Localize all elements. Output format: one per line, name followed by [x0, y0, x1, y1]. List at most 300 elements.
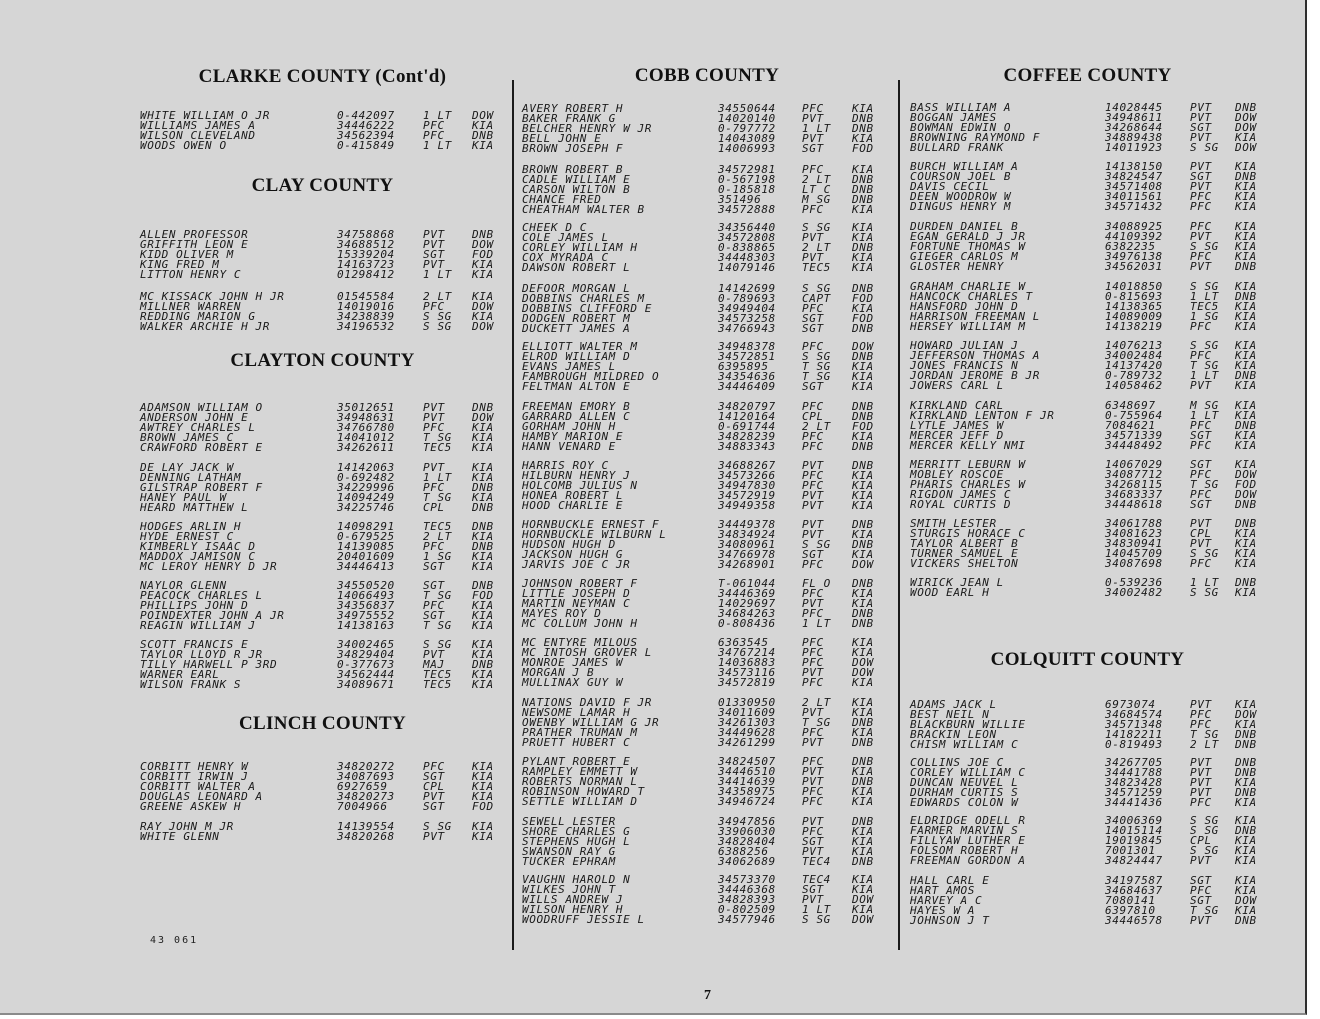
serial-number: 14139085 — [337, 539, 395, 553]
status-code: DNB — [852, 854, 874, 868]
status-code: DNB — [1235, 169, 1257, 183]
serial-number: 34446222 — [337, 118, 395, 132]
rank: PFC — [423, 598, 445, 612]
status-code: FOD — [472, 799, 494, 813]
serial-number: 0-442097 — [337, 109, 395, 122]
serial-number: 34571408 — [1105, 179, 1163, 193]
serial-number: 0-185818 — [718, 182, 776, 196]
casualty-name: ELLIOTT WALTER M — [522, 340, 638, 353]
serial-number: 34088925 — [1105, 220, 1163, 233]
casualty-name: DOBBINS CLIFFORD E — [522, 301, 653, 315]
status-code: KIA — [472, 490, 494, 504]
rank: 1 LT — [423, 267, 452, 281]
status-code: DNB — [852, 606, 874, 620]
serial-number: 34823428 — [1105, 775, 1163, 789]
rank: PFC — [802, 163, 824, 176]
status-code: KIA — [472, 461, 494, 474]
casualty-row — [910, 556, 1265, 570]
rank: PFC — [802, 755, 824, 768]
status-code: KIA — [852, 468, 874, 482]
serial-number: 34061788 — [1105, 517, 1163, 530]
rank: PVT — [802, 131, 824, 145]
rank: SGT — [802, 311, 824, 325]
serial-number: 34356837 — [337, 598, 395, 612]
serial-number: 34824447 — [1105, 853, 1163, 867]
rank: S SG — [1190, 280, 1219, 293]
status-code: KIA — [852, 794, 874, 808]
serial-number: 14142063 — [337, 461, 395, 474]
casualty-name: GREENE ASKEW H — [140, 799, 242, 813]
rank: PVT — [802, 892, 824, 906]
serial-number: 34820797 — [718, 400, 776, 413]
casualty-name: SCOTT FRANCIS E — [140, 638, 249, 651]
casualty-name: HORNBUCKLE ERNEST F — [522, 518, 660, 531]
status-code: KIA — [1235, 903, 1257, 917]
casualty-name: WILKES JOHN T — [522, 882, 616, 896]
casualty-group — [140, 762, 505, 811]
serial-number: 6973074 — [1105, 698, 1156, 711]
rank: PVT — [1190, 110, 1212, 124]
casualty-name: STEPHENS HUGH L — [522, 834, 631, 848]
casualty-name: TAYLOR ALBERT B — [910, 536, 1019, 550]
rank: PFC — [1190, 438, 1212, 452]
rank: 1 LT — [802, 616, 831, 630]
casualty-row — [522, 321, 892, 335]
serial-number: 0-838865 — [718, 240, 776, 254]
status-code: DNB — [852, 282, 874, 295]
casualty-name: GRAHAM CHARLIE W — [910, 280, 1026, 293]
status-code: KIA — [1235, 179, 1257, 193]
casualty-row — [910, 140, 1265, 154]
county-heading: COBB COUNTY — [634, 65, 780, 86]
rank: PFC — [1190, 199, 1212, 213]
status-code: KIA — [852, 202, 874, 216]
casualty-name: HUDSON HUGH D — [522, 537, 616, 551]
rank: 1 LT — [423, 138, 452, 152]
status-code: DNB — [852, 774, 874, 788]
rank: SGT — [423, 769, 445, 783]
serial-number: 14029697 — [718, 596, 776, 610]
serial-number: 34002465 — [337, 638, 395, 651]
status-code: DNB — [852, 192, 874, 206]
serial-number: 14019016 — [337, 299, 395, 313]
casualty-name: BROWNING RAYMOND F — [910, 130, 1041, 144]
serial-number: 34002482 — [1105, 585, 1163, 599]
status-code: DNB — [472, 128, 494, 142]
rank: PFC — [1190, 220, 1212, 233]
rank: TEC5 — [1190, 299, 1219, 313]
status-code: DOW — [472, 237, 494, 251]
status-code: DNB — [852, 715, 874, 729]
casualty-name: DOBBINS CHARLES M — [522, 291, 645, 305]
casualty-name: POINDEXTER JOHN A JR — [140, 608, 285, 622]
serial-number: 34828393 — [718, 892, 776, 906]
casualty-name: DINGUS HENRY M — [910, 199, 1012, 213]
rank: S SG — [1190, 140, 1219, 154]
rank: SGT — [423, 247, 445, 261]
rank: TEC5 — [802, 260, 831, 274]
status-code: KIA — [472, 470, 494, 484]
rank: FL O — [802, 577, 831, 590]
status-code: KIA — [1235, 339, 1257, 352]
rank: S SG — [423, 638, 452, 651]
serial-number: 34572808 — [718, 230, 776, 244]
rank: SGT — [802, 379, 824, 393]
status-code: DNB — [852, 439, 874, 453]
casualty-group — [140, 822, 505, 842]
status-code: DNB — [1235, 517, 1257, 530]
rank: SGT — [423, 608, 445, 622]
status-code: KIA — [472, 118, 494, 132]
rank: TEC4 — [802, 873, 831, 886]
rank: PFC — [802, 824, 824, 838]
serial-number: 14043089 — [718, 131, 776, 145]
serial-number: 14137420 — [1105, 358, 1163, 372]
serial-number: 34828404 — [718, 834, 776, 848]
serial-number: 34758868 — [337, 228, 395, 241]
serial-number: 34006369 — [1105, 814, 1163, 827]
rank: PFC — [802, 468, 824, 482]
serial-number: 19019845 — [1105, 833, 1163, 847]
rank: PFC — [423, 128, 445, 142]
casualty-name: MONROE JAMES W — [522, 655, 624, 669]
casualty-name: BOGGAN JAMES — [910, 110, 997, 124]
serial-number: 6348697 — [1105, 399, 1156, 412]
serial-number: 14045709 — [1105, 546, 1163, 560]
serial-number: 34196532 — [337, 319, 395, 333]
casualty-name: EVANS JAMES L — [522, 359, 616, 373]
status-code: KIA — [1235, 546, 1257, 560]
casualty-row — [140, 799, 505, 813]
serial-number: 34268115 — [1105, 477, 1163, 491]
status-code: DOW — [1235, 707, 1257, 721]
rank: SGT — [423, 579, 445, 592]
serial-number: 34414639 — [718, 774, 776, 788]
rank: 1 LT — [1190, 408, 1219, 422]
casualty-name: TILLY HARWELL P 3RD — [140, 657, 278, 671]
rank: 1 LT — [1190, 368, 1219, 382]
serial-number: 0-539236 — [1105, 576, 1163, 589]
status-code: KIA — [852, 369, 874, 383]
casualty-name: GORHAM JOHN H — [522, 419, 616, 433]
casualty-group — [522, 104, 892, 153]
casualty-name: HANEY PAUL W — [140, 490, 227, 504]
casualty-name: CORLEY WILLIAM C — [910, 765, 1026, 779]
status-code: KIA — [852, 675, 874, 689]
rank: 2 LT — [423, 290, 452, 303]
status-code: KIA — [472, 559, 494, 573]
casualty-name: HORNBUCKLE WILBURN L — [522, 527, 667, 541]
serial-number: 0-808436 — [718, 616, 776, 630]
serial-number: 34830941 — [1105, 536, 1163, 550]
column-divider — [898, 80, 900, 950]
rank: SGT — [1190, 120, 1212, 134]
serial-number: 0-797772 — [718, 121, 776, 135]
casualty-name: GARRARD ALLEN C — [522, 409, 631, 423]
rank: PFC — [1190, 717, 1212, 731]
serial-number: 34449378 — [718, 518, 776, 531]
status-code: DNB — [852, 121, 874, 135]
status-code: KIA — [1235, 299, 1257, 313]
rank: 1 LT — [802, 902, 831, 916]
serial-number: 34562444 — [337, 667, 395, 681]
casualty-name: ROBINSON HOWARD T — [522, 784, 645, 798]
casualty-name: BELCHER HENRY W JR — [522, 121, 653, 135]
rank: T SG — [1190, 358, 1219, 372]
rank: PFC — [1190, 795, 1212, 809]
casualty-name: MADDOX JAMISON C — [140, 549, 256, 563]
rank: T SG — [423, 490, 452, 504]
serial-number: 34080961 — [718, 537, 776, 551]
casualty-name: HARVEY A C — [910, 893, 983, 907]
status-code: KIA — [1235, 428, 1257, 442]
serial-number: 34824547 — [1105, 169, 1163, 183]
casualty-name: MOBLEY ROSCOE — [910, 467, 1004, 481]
rank: PFC — [1190, 707, 1212, 721]
casualty-name: DEFOOR MORGAN L — [522, 282, 631, 295]
casualty-name: CARSON WILTON B — [522, 182, 631, 196]
casualty-name: HODGES ARLIN H — [140, 520, 242, 533]
status-code: KIA — [1235, 348, 1257, 362]
status-code: KIA — [852, 834, 874, 848]
rank: S SG — [1190, 339, 1219, 352]
county-column — [910, 0, 1265, 1000]
serial-number: 34448618 — [1105, 497, 1163, 511]
serial-number: 34683337 — [1105, 487, 1163, 501]
serial-number: 34572981 — [718, 163, 776, 176]
status-code: KIA — [852, 636, 874, 649]
serial-number: 7084621 — [1105, 418, 1156, 432]
casualty-name: VAUGHN HAROLD N — [522, 873, 631, 886]
casualty-group — [910, 222, 1265, 271]
serial-number: 14011923 — [1105, 140, 1163, 154]
rank: PFC — [1190, 249, 1212, 263]
rank: M SG — [802, 192, 831, 206]
casualty-group — [910, 282, 1265, 331]
rank: 1 LT — [1190, 576, 1219, 589]
rank: CPL — [423, 779, 445, 793]
status-code: DNB — [472, 228, 494, 241]
rank: PVT — [423, 461, 445, 474]
serial-number: 34197587 — [1105, 874, 1163, 887]
rank: 2 LT — [802, 696, 831, 709]
rank: S SG — [1190, 843, 1219, 857]
column-divider — [512, 80, 514, 950]
rank: PVT — [802, 764, 824, 778]
status-code: DOW — [472, 299, 494, 313]
serial-number: 14094249 — [337, 490, 395, 504]
casualty-name: JACKSON HUGH G — [522, 547, 624, 561]
serial-number: 34441788 — [1105, 765, 1163, 779]
casualty-group — [140, 522, 505, 571]
casualty-name: LYTLE JAMES W — [910, 418, 1004, 432]
rank: S SG — [1190, 546, 1219, 560]
casualty-group — [522, 223, 892, 272]
status-code: DNB — [852, 755, 874, 768]
status-code: KIA — [852, 725, 874, 739]
casualty-name: JOWERS CARL L — [910, 378, 1004, 392]
rank: PVT — [802, 230, 824, 244]
rank: PVT — [1190, 179, 1212, 193]
rank: S SG — [802, 349, 831, 363]
serial-number: 6363545 — [718, 636, 769, 649]
status-code: KIA — [852, 498, 874, 512]
rank: PFC — [802, 794, 824, 808]
serial-number: 0-815693 — [1105, 289, 1163, 303]
casualty-name: PHARIS CHARLES W — [910, 477, 1026, 491]
casualty-name: TURNER SAMUEL E — [910, 546, 1019, 560]
serial-number: 0-377673 — [337, 657, 395, 671]
casualty-group — [910, 700, 1265, 749]
casualty-name: BEST NEIL N — [910, 707, 990, 721]
status-code: KIA — [1235, 399, 1257, 412]
casualty-row — [140, 319, 505, 333]
rank: PVT — [423, 228, 445, 241]
casualty-name: DENNING LATHAM — [140, 470, 242, 484]
rank: SGT — [802, 141, 824, 155]
casualty-name: JOHNSON J T — [910, 913, 990, 927]
rank: SGT — [802, 321, 824, 335]
status-code: DNB — [852, 735, 874, 749]
status-code: DNB — [472, 480, 494, 494]
rank: 2 LT — [423, 529, 452, 543]
casualty-row — [140, 559, 505, 573]
serial-number: 14036883 — [718, 655, 776, 669]
serial-number: 14067029 — [1105, 458, 1163, 471]
status-code: KIA — [1235, 438, 1257, 452]
status-code: KIA — [1235, 458, 1257, 471]
serial-number: 35012651 — [337, 401, 395, 414]
casualty-group — [140, 111, 505, 151]
casualty-group — [522, 698, 892, 747]
casualty-name: GLOSTER HENRY — [910, 259, 1004, 273]
rank: T SG — [1190, 903, 1219, 917]
rank: 1 LT — [802, 121, 831, 135]
rank: PVT — [1190, 378, 1212, 392]
casualty-name: KIDD OLIVER M — [140, 247, 234, 261]
casualty-name: HOLCOMB JULIUS N — [522, 478, 638, 492]
casualty-name: WILSON HENRY H — [522, 902, 624, 916]
status-code: KIA — [1235, 874, 1257, 887]
casualty-row — [910, 199, 1265, 213]
serial-number: 0-755964 — [1105, 408, 1163, 422]
casualty-name: WILLS ANDREW J — [522, 892, 624, 906]
status-code: DNB — [472, 401, 494, 414]
status-code: KIA — [1235, 378, 1257, 392]
serial-number: 34573370 — [718, 873, 776, 886]
serial-number: 34820272 — [337, 760, 395, 773]
casualty-name: ROBERTS NORMAN L — [522, 774, 638, 788]
serial-number: 14018850 — [1105, 280, 1163, 293]
rank: SGT — [423, 559, 445, 573]
status-code: DNB — [472, 539, 494, 553]
casualty-name: MERCER KELLY NMI — [910, 438, 1026, 452]
casualty-name: EDWARDS COLON W — [910, 795, 1019, 809]
rank: PVT — [1190, 160, 1212, 173]
rank: PFC — [802, 400, 824, 413]
casualty-name: HONEA ROBERT L — [522, 488, 624, 502]
casualty-name: COLLINS JOE C — [910, 756, 1004, 769]
status-code: DNB — [852, 321, 874, 335]
serial-number: 34820268 — [337, 829, 395, 843]
serial-number: 34573258 — [718, 311, 776, 325]
rank: LT C — [802, 182, 831, 196]
casualty-name: HERSEY WILLIAM M — [910, 319, 1026, 333]
status-code: KIA — [852, 478, 874, 492]
casualty-name: MC LEROY HENRY D JR — [140, 559, 278, 573]
rank: PVT — [1190, 853, 1212, 867]
status-code: DNB — [1235, 497, 1257, 511]
serial-number: 14138150 — [1105, 160, 1163, 173]
serial-number: 34446369 — [718, 586, 776, 600]
rank: PVT — [802, 518, 824, 531]
rank: SGT — [802, 547, 824, 561]
rank: S SG — [1190, 823, 1219, 837]
casualty-name: SETTLE WILLIAM D — [522, 794, 638, 808]
casualty-group — [522, 875, 892, 924]
serial-number: 34573266 — [718, 468, 776, 482]
casualty-name: NEWSOME LAMAR H — [522, 705, 631, 719]
status-code: KIA — [472, 267, 494, 281]
serial-number: 34766943 — [718, 321, 776, 335]
status-code: DOW — [472, 319, 494, 333]
status-code: KIA — [1235, 833, 1257, 847]
serial-number: 34571339 — [1105, 428, 1163, 442]
rank: S SG — [1190, 585, 1219, 599]
status-code: DNB — [1235, 823, 1257, 837]
serial-number: 14138365 — [1105, 299, 1163, 313]
rank: S SG — [423, 319, 452, 333]
status-code: KIA — [852, 488, 874, 502]
casualty-group — [140, 292, 505, 332]
casualty-group — [910, 519, 1265, 568]
status-code: KIA — [1235, 814, 1257, 827]
status-code: KIA — [852, 131, 874, 145]
casualty-name: SHORE CHARLES G — [522, 824, 631, 838]
status-code: KIA — [472, 608, 494, 622]
serial-number: 34268644 — [1105, 120, 1163, 134]
rank: M SG — [1190, 399, 1219, 412]
footer-code: 43 061 — [150, 935, 199, 946]
rank: TEC5 — [423, 520, 452, 533]
status-code: KIA — [852, 221, 874, 234]
status-code: DOW — [852, 665, 874, 679]
casualty-name: WIRICK JEAN L — [910, 576, 1004, 589]
status-code: KIA — [852, 705, 874, 719]
rank: CPL — [802, 409, 824, 423]
serial-number: 14020140 — [718, 111, 776, 125]
rank: PFC — [802, 557, 824, 571]
rank: PFC — [423, 539, 445, 553]
serial-number: 14139554 — [337, 820, 395, 833]
casualty-name: COLE JAMES L — [522, 230, 609, 244]
casualty-name: CHEATHAM WALTER B — [522, 202, 645, 216]
casualty-name: PEACOCK CHARLES L — [140, 588, 263, 602]
rank: PFC — [423, 118, 445, 132]
status-code: KIA — [852, 873, 874, 886]
status-code: DNB — [1235, 913, 1257, 927]
serial-number: 14058462 — [1105, 378, 1163, 392]
rank: PFC — [1190, 319, 1212, 333]
serial-number: 34688267 — [718, 459, 776, 472]
casualty-name: CRAWFORD ROBERT E — [140, 440, 263, 454]
casualty-group — [910, 758, 1265, 807]
serial-number: 34820273 — [337, 789, 395, 803]
casualty-group — [522, 165, 892, 214]
rank: 1 LT — [1190, 289, 1219, 303]
status-code: KIA — [472, 789, 494, 803]
status-code: FOD — [852, 419, 874, 433]
